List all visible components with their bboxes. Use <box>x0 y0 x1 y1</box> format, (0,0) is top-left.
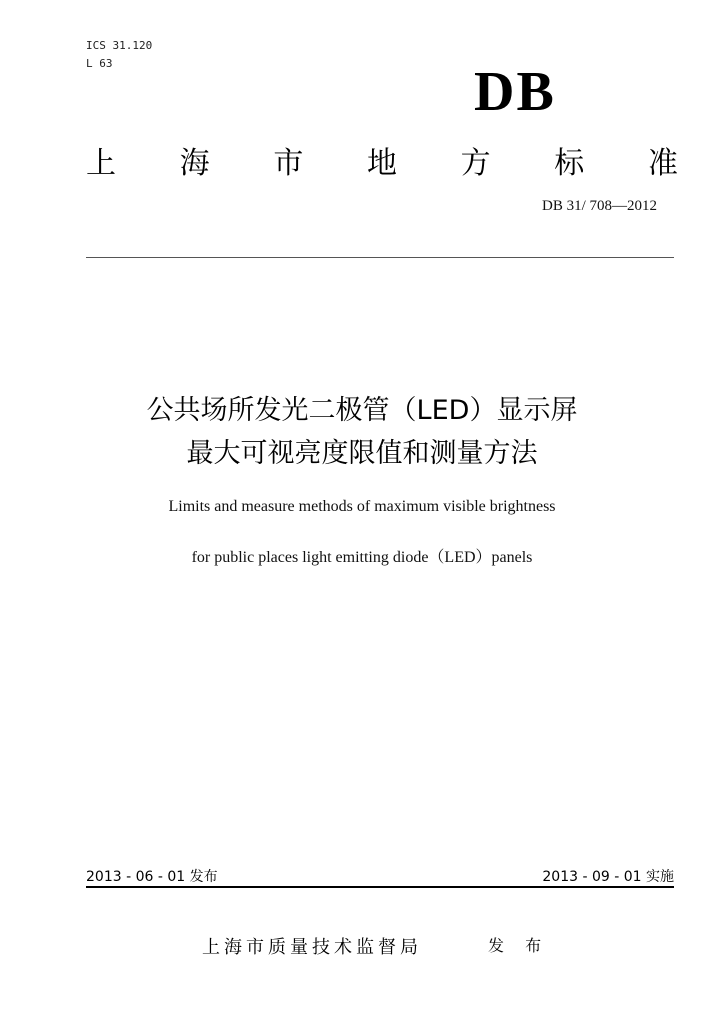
ccs-code: L 63 <box>86 57 113 70</box>
issue-date: 2013 - 06 - 01 发布 <box>86 869 218 885</box>
title-en-line-1: Limits and measure methods of maximum visible brightness <box>168 498 556 515</box>
standard-type-char: 上 <box>86 146 116 181</box>
standard-type-char: 准 <box>647 146 678 181</box>
issue-label: 发 布 <box>488 936 550 955</box>
top-divider <box>86 257 674 258</box>
issuing-authority: 上海市质量技术监督局 <box>202 937 422 958</box>
standard-type-char: 地 <box>366 146 397 181</box>
bottom-divider <box>86 886 674 888</box>
db-logo-mark: DB <box>474 61 556 123</box>
title-cn-line-2: 最大可视亮度限值和测量方法 <box>186 438 538 469</box>
standard-type-char: 海 <box>179 146 210 181</box>
classification-codes <box>86 37 152 73</box>
standard-type-char: 市 <box>273 146 304 181</box>
standard-type-char: 方 <box>460 146 491 181</box>
title-cn-line-1: 公共场所发光二极管（LED）显示屏 <box>146 395 578 426</box>
dates-row <box>86 866 674 886</box>
standard-number: DB 31/ 708—2012 <box>541 198 657 214</box>
standard-type-char: 标 <box>554 146 585 181</box>
title-en-line-2: for public places light emitting diode（LED）panels <box>191 549 533 566</box>
ics-code: ICS 31.120 <box>86 39 153 52</box>
implementation-date: 2013 - 09 - 01 实施 <box>542 869 674 885</box>
standard-type-heading <box>86 138 678 182</box>
